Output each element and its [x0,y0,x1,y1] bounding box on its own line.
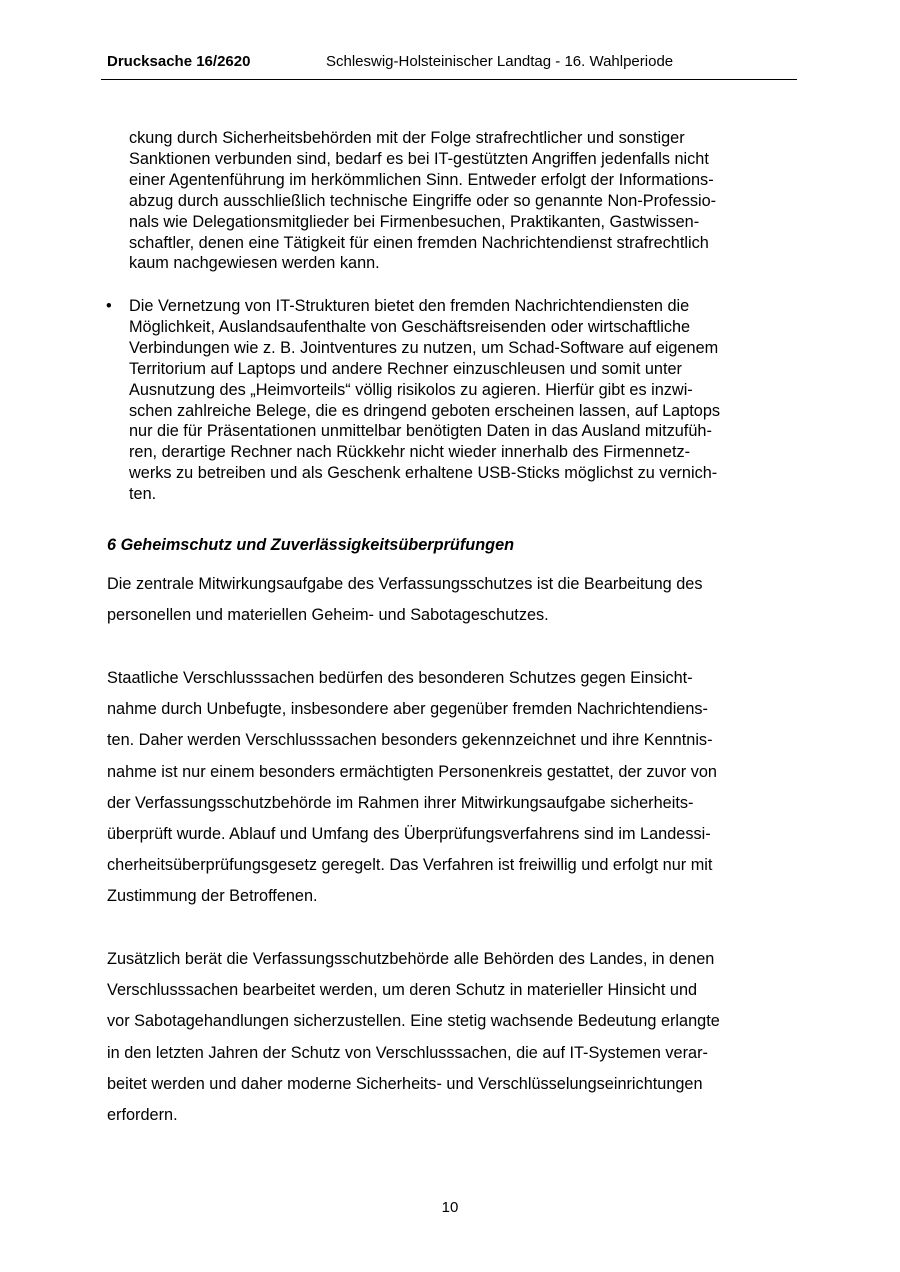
section-heading: 6 Geheimschutz und Zuverlässigkeitsüberprüfungen [107,536,515,554]
page-header [101,53,797,80]
bullet-marker: • [106,297,112,315]
bullet-item-text: Die Vernetzung von IT-Strukturen bietet den fremden Nachrichtendiensten die Möglichkeit, Auslandsaufenthalte von Geschäftsreisenden oder wirtschaftliche Verbindungen wie z. B. Jointventures zu nutzen, um Schad-Software auf eigenem Territorium auf Laptops und andere Rechner einzuschleusen und somit unter Ausnutzung des „Heimvorteils“ völlig risikolos zu agieren. Hierfür gibt es inzwi- schen zahlreiche Belege, die es dringend geboten erscheinen lassen, auf Laptops nur die für Präsentationen unmittelbar benötigten Daten in das Ausland mitzufüh- ren, derartige Rechner nach Rückkehr nicht wieder innerhalb des Firmennetz- werks zu betreiben und als Geschenk erhaltene USB-Sticks möglichst zu vernich- ten. [129,297,721,504]
document-number: Drucksache 16/2620 [107,53,251,70]
section-paragraph-2: Staatliche Verschlusssachen bedürfen des besonderen Schutzes gegen Einsicht- nahme durch Unbefugte, insbesondere aber gegenüber fremden Nachrichtendiens- ten. Daher werden Verschlusssachen besonders gekennzeichnet und ihre Kenntnis- nahme ist nur einem besonders ermächtigten Personenkreis gestattet, der zuvor von der Verfassungsschutzbehörde im Rahmen ihrer Mitwirkungsaufgabe sicherheits- überprüft wurde. Ablauf und Umfang des Überprüfungsverfahrens sind im Landessi- cherheitsüberprüfungsgesetz geregelt. Das Verfahren ist freiwillig und erfolgt nur mit Zustimmung der Betroffenen. [107,669,717,906]
parliament-title: Schleswig-Holsteinischer Landtag - 16. Wahlperiode [326,53,674,70]
continuation-paragraph: ckung durch Sicherheitsbehörden mit der Folge strafrechtlicher und sonstiger Sanktionen verbunden sind, bedarf es bei IT-gestützten Angriffen jedenfalls nicht einer Agentenführung im herkömmlichen Sinn. Entweder erfolgt der Informations- abzug durch ausschließlich technische Eingriffe oder so genannte Non-Professio- nals wie Delegationsmitglieder bei Firmenbesuchen, Praktikanten, Gastwissen- schaftler, denen eine Tätigkeit für einen fremden Nachrichtendienst strafrechtlich kaum nachgewiesen werden kann. [129,129,717,273]
page-number: 10 [441,1199,459,1216]
section-paragraph-1: Die zentrale Mitwirkungsaufgabe des Verfassungsschutzes ist die Bearbeitung des personellen und materiellen Geheim- und Sabotageschutzes. [107,575,703,625]
section-paragraph-3: Zusätzlich berät die Verfassungsschutzbehörde alle Behörden des Landes, in denen Verschlusssachen bearbeitet werden, um deren Schutz in materieller Hinsicht und vor Sabotagehandlungen sicherzustellen. Eine stetig wachsende Bedeutung erlangte in den letzten Jahren der Schutz von Verschlusssachen, die auf IT-Systemen verar- beitet werden und daher moderne Sicherheits- und Verschlüsselungseinrichtungen erfordern. [107,950,720,1125]
